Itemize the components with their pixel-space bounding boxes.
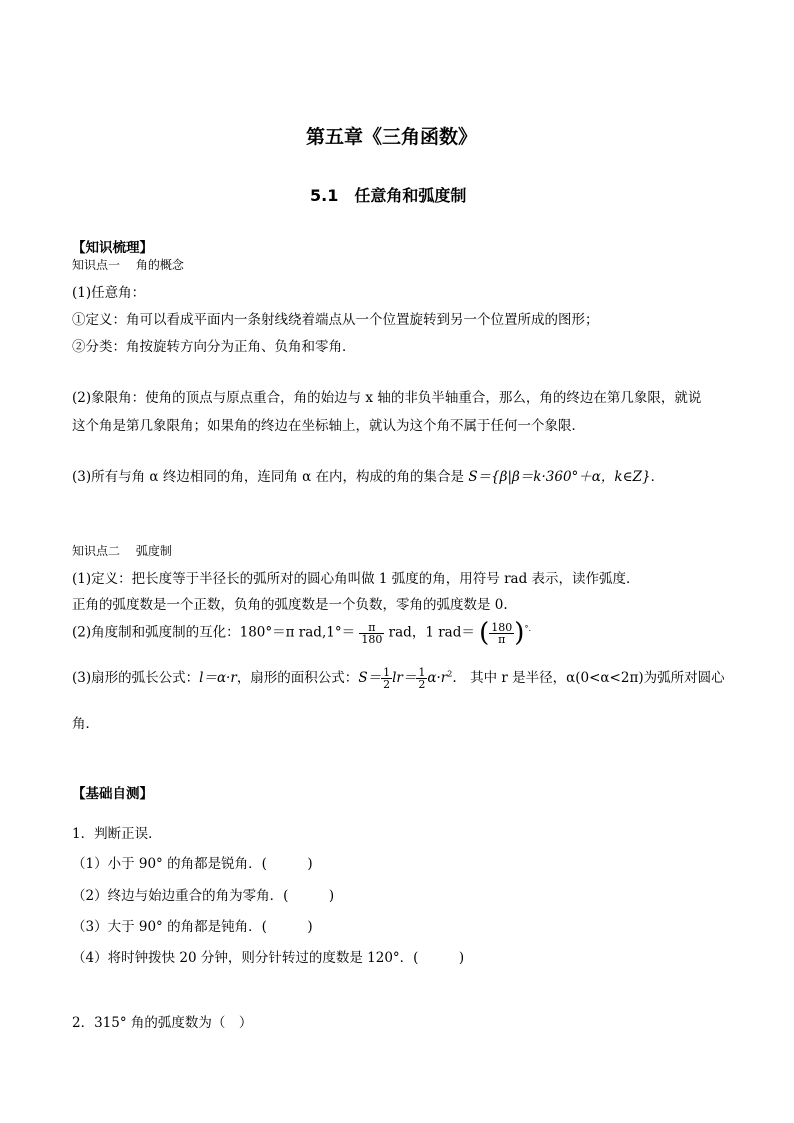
kp2-sector-tail-2: 角． [72, 716, 99, 732]
arc-length-formula: l＝α·r [199, 670, 237, 686]
page-title: 第五章《三角函数》 [306, 126, 478, 148]
knowledge-point-2-label: 知识点二 弧度制 [72, 544, 172, 558]
area-lr: lr＝ [392, 670, 417, 686]
question-1-item-4: （4）将时钟拨快 20 分钟，则分针转过的度数是 120°．( ) [72, 950, 465, 966]
left-paren: ( [479, 618, 490, 648]
fraction-one-half-b: $\frac{1}{2}$ [418, 666, 426, 691]
question-1: 1．判断正误． [72, 826, 162, 842]
area-s: S＝ [358, 670, 382, 686]
kp1-coterminal-end: ． [650, 469, 665, 485]
knowledge-point-1-label: 知识点一 角的概念 [72, 258, 184, 272]
kp1-quadrant-line-2: 这个角是第几象限角；如果角的终边在坐标轴上，就认为这个角不属于任何一个象限． [72, 418, 585, 434]
kp1-coterminal-set: S＝{β|β＝k·360°＋α，k∈Z} [468, 469, 651, 485]
fraction-pi-over-180: $\frac{\pi}{180}$ [361, 620, 383, 646]
area-ar: α·r [427, 670, 448, 686]
kp2-conversion-degree: °. [524, 624, 531, 633]
kp2-conversion-text: (2)角度制和弧度制的互化：180°＝π rad,1°＝ [72, 624, 356, 641]
area-square: 2 [447, 669, 453, 679]
kp2-sector-text: (3)扇形的弧长公式： [72, 670, 200, 686]
area-dot: . [452, 670, 457, 686]
right-paren: ) [514, 618, 525, 648]
question-2: 2．315° 角的弧度数为（ ） [72, 1015, 253, 1031]
selftest-header: 【基础自测】 [72, 786, 153, 802]
kp1-quadrant-line-1: (2)象限角：使角的顶点与原点重合，角的始边与 x 轴的非负半轴重合，那么，角的终边在第几象限，就说 [72, 390, 702, 406]
kp1-coterminal [72, 465, 664, 485]
kp1-coterminal-text: (3)所有与角 α 终边相同的角，连同角 α 在内，构成的角的集合是 [72, 469, 469, 485]
kp2-radian-sign: 正角的弧度数是一个正数，负角的弧度数是一个负数，零角的弧度数是 0. [72, 597, 508, 613]
kp2-sector-formulas [72, 666, 725, 690]
section-title: 5.1 任意角和弧度制 [310, 186, 467, 205]
question-1-item-3: （3）大于 90° 的角都是钝角．( ) [72, 919, 313, 935]
kp2-definition: (1)定义：把长度等于半径长的弧所对的圆心角叫做 1 弧度的角，用符号 rad 表示，读作弧度． [72, 571, 640, 587]
question-1-item-1: （1）小于 90° 的角都是锐角．( ) [72, 856, 313, 872]
knowledge-header: 【知识梳理】 [72, 240, 153, 256]
fraction-one-half-a: $\frac{1}{2}$ [383, 666, 391, 691]
kp2-conversion-mid: rad，1 rad＝ [388, 624, 475, 641]
question-1-item-2: （2）终边与始边重合的角为零角．( ) [72, 888, 335, 904]
kp2-conversion [72, 620, 531, 646]
fraction-180-over-pi: $\frac{180}{\pi}$ [491, 620, 513, 646]
kp1-para-1: (1)任意角： [72, 285, 146, 301]
kp2-sector-tail: 其中 r 是半径，α(0<α<2π)为弧所对圆心 [456, 670, 725, 686]
kp1-classification: ②分类：角按旋转方向分为正角、负角和零角． [72, 339, 356, 355]
kp1-definition: ①定义：角可以看成平面内一条射线绕着端点从一个位置旋转到另一个位置所成的图形； [72, 312, 599, 328]
kp2-sector-mid: ，扇形的面积公式： [236, 670, 359, 686]
